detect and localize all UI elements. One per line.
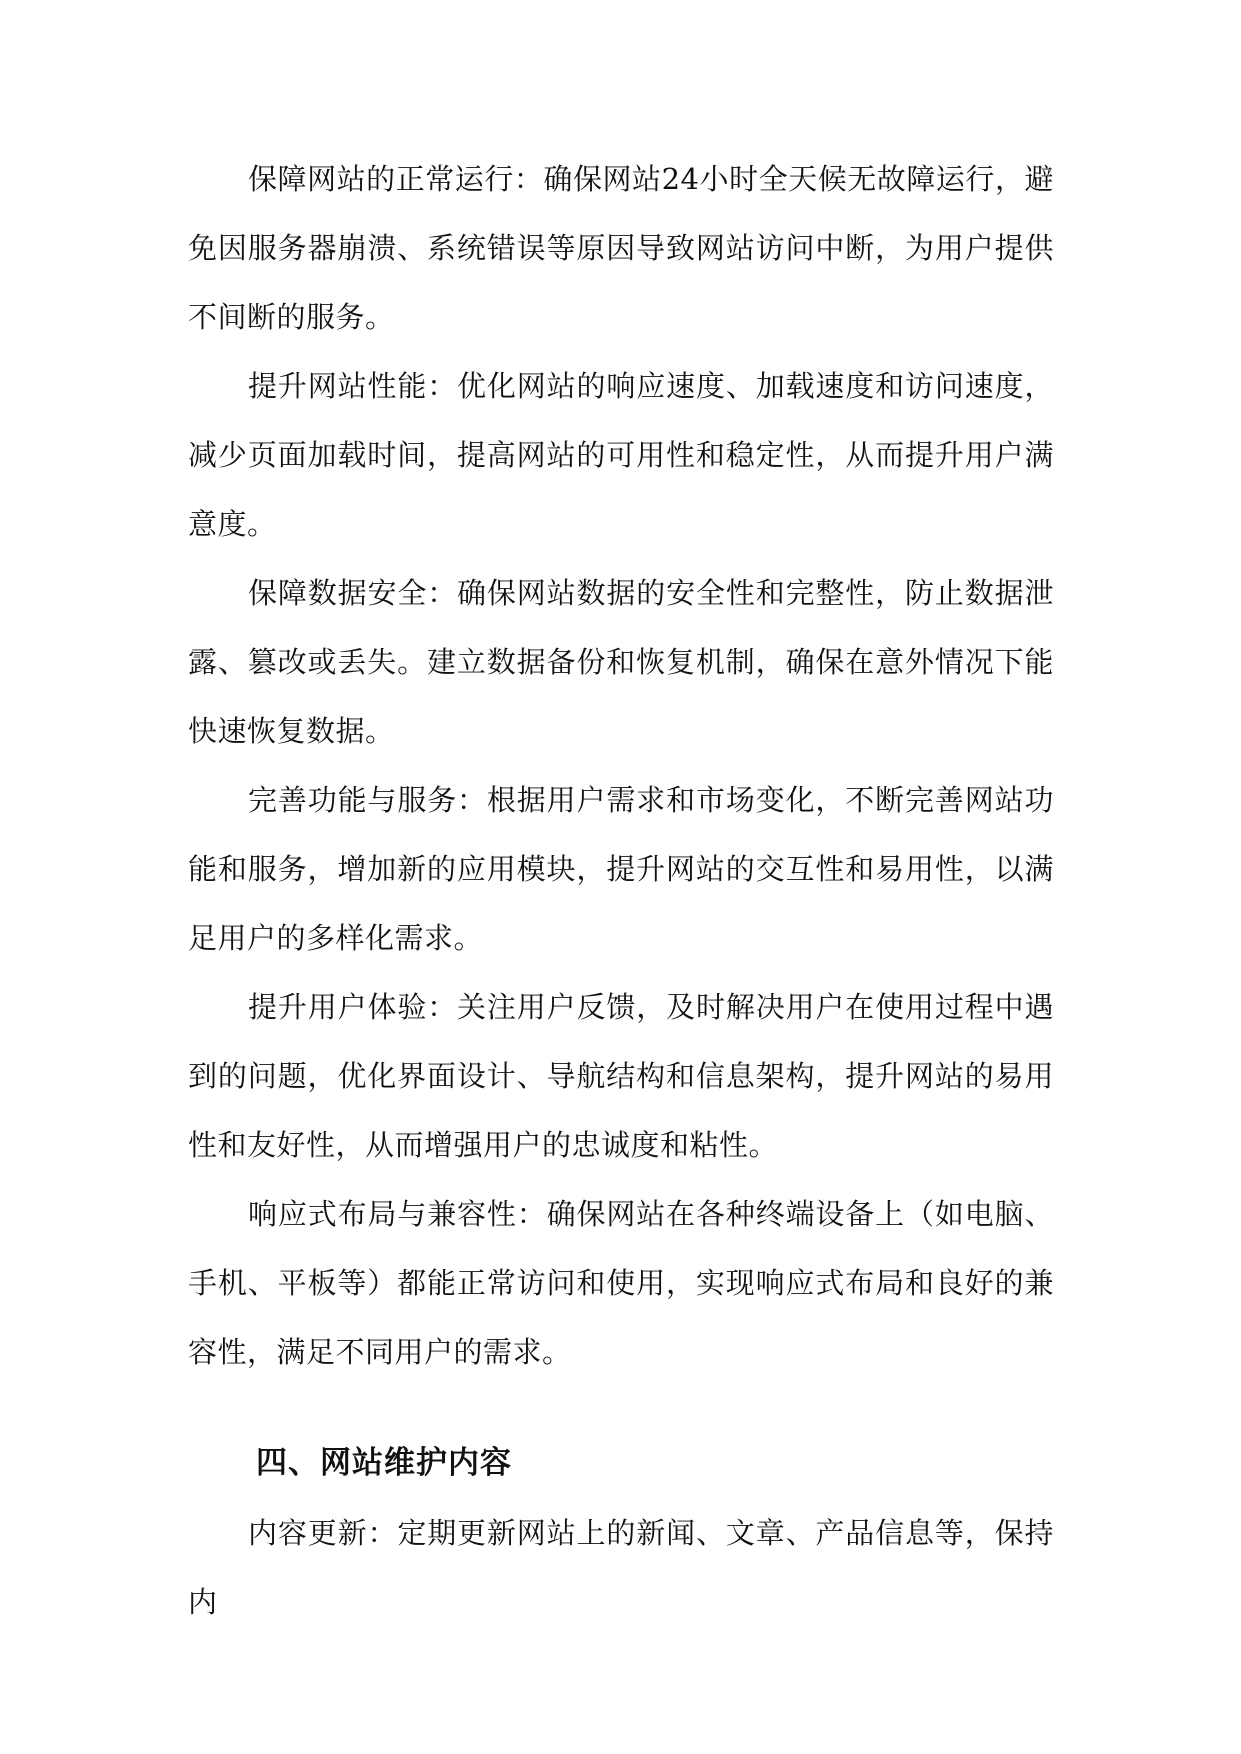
document-body — [188, 145, 1054, 1637]
paragraph-content-update: 内容更新：定期更新网站上的新闻、文章、产品信息等，保持内 — [188, 1516, 1054, 1619]
section-heading: 四、网站维护内容 — [256, 1445, 512, 1481]
paragraph-features-services: 完善功能与服务：根据用户需求和市场变化，不断完善网站功能和服务，增加新的应用模块，提升网站的交互性和易用性，以满足用户的多样化需求。 — [188, 783, 1054, 955]
paragraph-data-security: 保障数据安全：确保网站数据的安全性和完整性，防止数据泄露、篡改或丢失。建立数据备份和恢复机制，确保在意外情况下能快速恢复数据。 — [188, 576, 1054, 748]
paragraph-performance: 提升网站性能：优化网站的响应速度、加载速度和访问速度，减少页面加载时间，提高网站的可用性和稳定性，从而提升用户满意度。 — [188, 369, 1054, 541]
paragraph-responsive-compatibility: 响应式布局与兼容性：确保网站在各种终端设备上（如电脑、手机、平板等）都能正常访问和使用，实现响应式布局和良好的兼容性，满足不同用户的需求。 — [188, 1197, 1054, 1369]
paragraph-normal-operation: 保障网站的正常运行：确保网站24小时全天候无故障运行，避免因服务器崩溃、系统错误等原因导致网站访问中断，为用户提供不间断的服务。 — [188, 162, 1054, 334]
paragraph-user-experience: 提升用户体验：关注用户反馈，及时解决用户在使用过程中遇到的问题，优化界面设计、导航结构和信息架构，提升网站的易用性和友好性，从而增强用户的忠诚度和粘性。 — [188, 990, 1054, 1162]
